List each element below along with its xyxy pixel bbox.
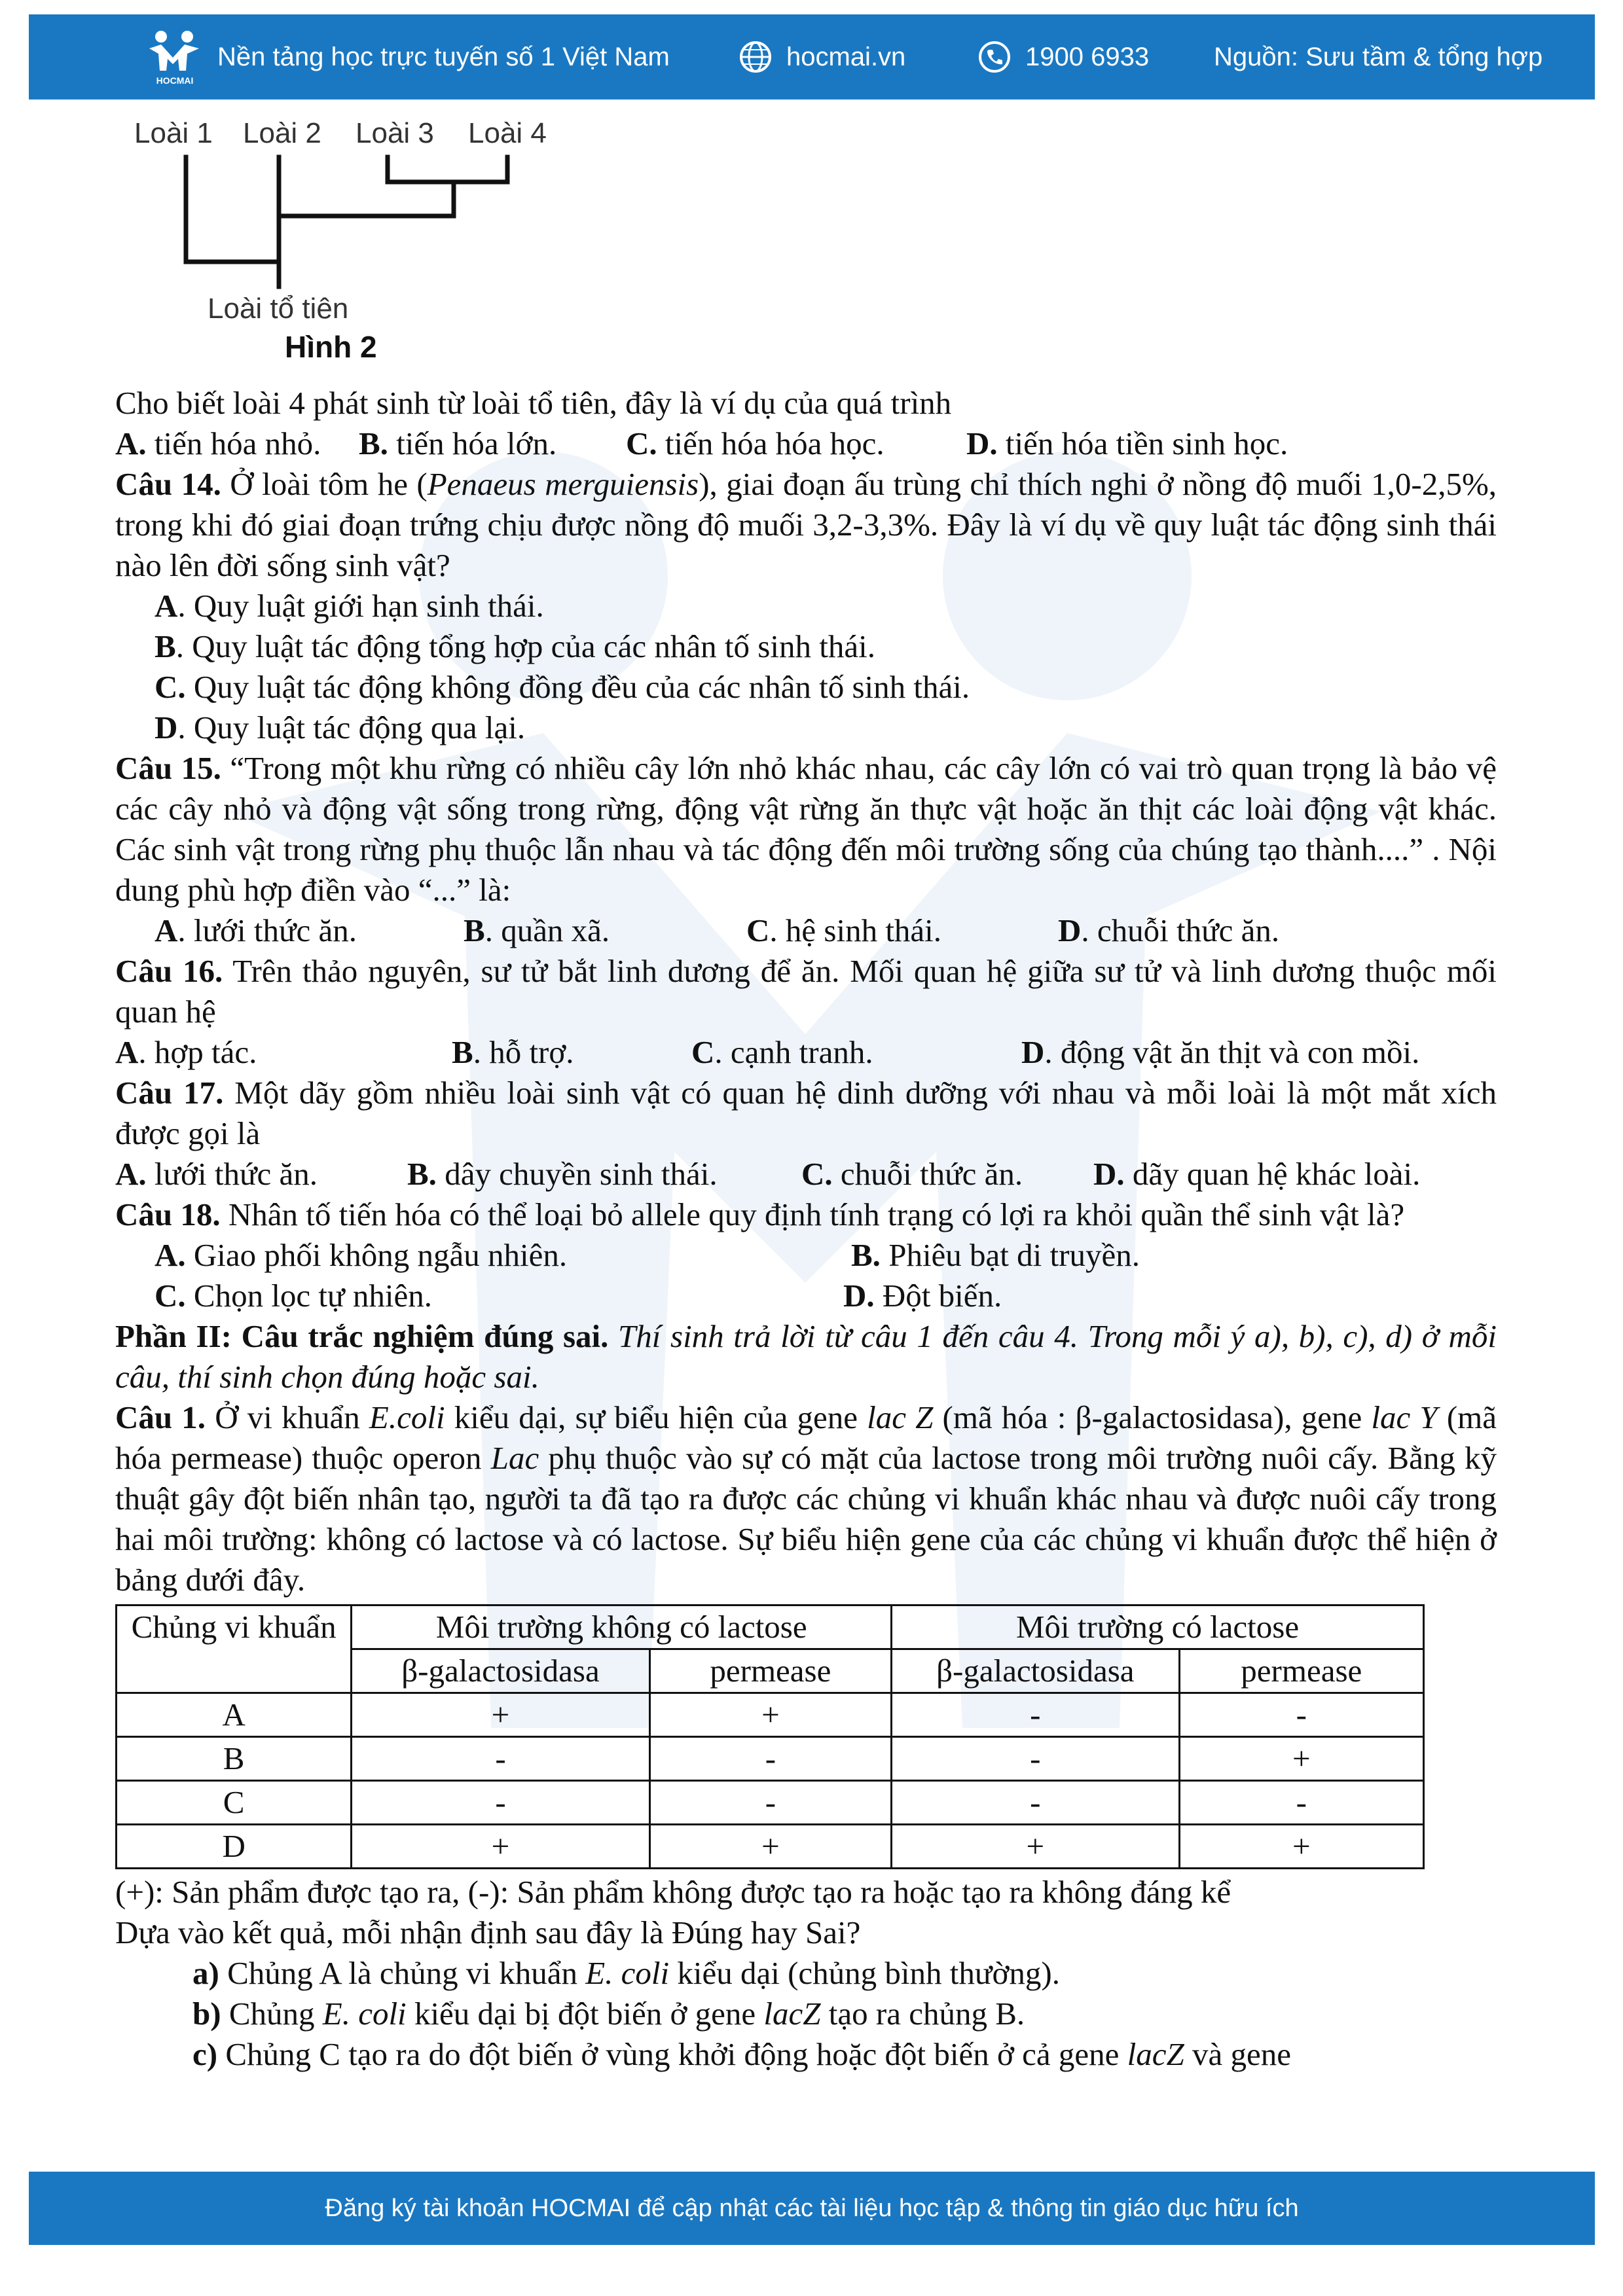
strain-cell: D	[117, 1825, 352, 1869]
tree-label-ancestor: Loài tổ tiên	[208, 293, 349, 325]
value-cell: +	[1179, 1737, 1423, 1781]
gene-expression-table	[115, 1604, 1425, 1869]
q17-option-a[interactable]: A. lưới thức ăn.	[115, 1156, 318, 1192]
value-cell: +	[649, 1825, 891, 1869]
q16-option-a[interactable]: A. hợp tác.	[115, 1034, 257, 1070]
tree-label-species-4: Loài 4	[468, 117, 547, 149]
q18-options-row-2	[115, 1276, 1497, 1316]
p2q1-stem: Câu 1. Ở vi khuẩn E.coli kiểu dại, sự biểu hiện của gene lac Z (mã hóa : β-galactosidasa), gene lac Y (mã hóa permease) thuộc operon Lac phụ thuộc vào sự có mặt của lactose trong môi trường nuôi cấy. Bằng kỹ thuật gây đột biến nhân tạo, người ta đã tạo ra được các chủng vi khuẩn khác nhau và được nuôi cấy trong hai môi trường: không có lactose và có lactose. Sự biểu hiện gene của các chủng vi khuẩn được thể hiện ở bảng dưới đây.	[115, 1399, 1497, 1598]
phone-icon	[978, 41, 1011, 73]
q15-option-d[interactable]: D. chuỗi thức ăn.	[1058, 912, 1280, 948]
p2q1-statement-c[interactable]: c) Chủng C tạo ra do đột biến ở vùng khởi động hoặc đột biến ở cả gene lacZ và gene	[192, 2036, 1292, 2072]
q17-options	[115, 1154, 1497, 1194]
value-cell: +	[892, 1825, 1179, 1869]
q16-stem: Câu 16. Trên thảo nguyên, sư tử bắt linh dương để ăn. Mối quan hệ giữa sư tử và linh dương thuộc mối quan hệ	[115, 953, 1497, 1030]
q13-option-c[interactable]: C. tiến hóa hóa học.	[626, 425, 884, 461]
strain-cell: A	[117, 1693, 352, 1737]
table-row	[117, 1737, 1424, 1781]
header-website[interactable]: hocmai.vn	[786, 42, 906, 71]
part2-heading	[115, 1316, 1497, 1397]
strain-cell: B	[117, 1737, 352, 1781]
q18-option-a[interactable]: A. Giao phối không ngẫu nhiên.	[155, 1237, 568, 1273]
value-cell: -	[1179, 1693, 1423, 1737]
footer-text[interactable]: Đăng ký tài khoản HOCMAI để cập nhật các tài liệu học tập & thông tin giáo dục hữu ích	[325, 2194, 1299, 2222]
q15-option-b[interactable]: B. quần xã.	[464, 912, 610, 948]
phone-group[interactable]	[978, 14, 1149, 99]
q17-label: Câu 17.	[115, 1075, 224, 1111]
table-header-row-1	[117, 1605, 1424, 1649]
p2q1-label: Câu 1.	[115, 1399, 206, 1435]
q14-option-a[interactable]: A. Quy luật giới hạn sinh thái.	[155, 588, 544, 624]
p2q1-statement-a[interactable]: a) Chủng A là chủng vi khuẩn E. coli kiểu dại (chủng bình thường).	[192, 1955, 1060, 1991]
p2q1-statement-b[interactable]: b) Chủng E. coli kiểu dại bị đột biến ở gene lacZ tạo ra chủng B.	[192, 1996, 1025, 2032]
header-source: Nguồn: Sưu tầm & tổng hợp	[1214, 42, 1543, 71]
tree-label-species-3: Loài 3	[356, 117, 434, 149]
hocmai-logo-icon	[147, 27, 203, 86]
value-cell: -	[352, 1781, 649, 1825]
p2q1-prompt: Dựa vào kết quả, mỗi nhận định sau đây là Đúng hay Sai?	[115, 1914, 861, 1950]
q15-options	[115, 910, 1497, 951]
q14-species: Penaeus merguiensis	[427, 466, 699, 502]
value-cell: -	[892, 1737, 1179, 1781]
value-cell: -	[649, 1737, 891, 1781]
value-cell: +	[352, 1825, 649, 1869]
q17-option-b[interactable]: B. dây chuyền sinh thái.	[407, 1156, 718, 1192]
q18-options-row-1	[115, 1235, 1497, 1276]
q15-stem: Câu 15. “Trong một khu rừng có nhiều cây lớn nhỏ khác nhau, các cây lớn có vai trò quan trọng là bảo vệ các cây nhỏ và động vật sống trong rừng, động vật rừng ăn thực vật hoặc ăn thịt các loài động vật khác. Các sinh vật trong rừng phụ thuộc lẫn nhau và tác động đến môi trường sống của chúng tạo thành....” . Nội dung phù hợp điền vào “...” là:	[115, 750, 1497, 908]
q15-option-c[interactable]: C. hệ sinh thái.	[746, 912, 942, 948]
q13-option-a[interactable]: A. tiến hóa nhỏ.	[115, 425, 321, 461]
q18-label: Câu 18.	[115, 1196, 221, 1232]
q14-option-c[interactable]: C. Quy luật tác động không đồng đều của các nhân tố sinh thái.	[155, 669, 970, 705]
q18-option-d[interactable]: D. Đột biến.	[843, 1278, 1002, 1314]
header-bar	[29, 14, 1595, 99]
subheader-bgal-with: β-galactosidasa	[892, 1649, 1179, 1693]
globe-icon	[739, 41, 772, 73]
table-row	[117, 1825, 1424, 1869]
tree-label-species-1: Loài 1	[134, 117, 213, 149]
q14-label: Câu 14.	[115, 466, 221, 502]
document-content	[115, 383, 1497, 2075]
q14-stem: Câu 14. Ở loài tôm he (Penaeus merguiensis), giai đoạn ấu trùng chỉ thích nghi ở nồng độ muối 1,0-2,5%, trong khi đó giai đoạn trứng chịu được nồng độ muối 3,2-3,3%. Đây là ví dụ về quy luật tác động sinh thái nào lên đời sống sinh vật?	[115, 466, 1497, 583]
q14-option-d[interactable]: D. Quy luật tác động qua lại.	[155, 709, 526, 745]
q16-option-d[interactable]: D. động vật ăn thịt và con mồi.	[1021, 1034, 1420, 1070]
q13-option-b[interactable]: B. tiến hóa lớn.	[359, 425, 557, 461]
value-cell: -	[1179, 1781, 1423, 1825]
part2-instructions: Thí sinh trả lời từ câu 1 đến câu 4. Trong mỗi ý a), b), c), d) ở mỗi câu, thí sinh chọn đúng hoặc sai.	[115, 1318, 1497, 1395]
figure-caption: Hình 2	[285, 330, 377, 364]
value-cell: -	[892, 1781, 1179, 1825]
source-group	[1214, 14, 1542, 99]
q17-stem: Câu 17. Một dãy gồm nhiều loài sinh vật có quan hệ dinh dưỡng với nhau và mỗi loài là một mắt xích được gọi là	[115, 1075, 1497, 1151]
q17-option-c[interactable]: C. chuỗi thức ăn.	[801, 1156, 1023, 1192]
q15-label: Câu 15.	[115, 750, 221, 786]
value-cell: +	[352, 1693, 649, 1737]
table-legend: (+): Sản phẩm được tạo ra, (-): Sản phẩm không được tạo ra hoặc tạo ra không đáng kể	[115, 1874, 1231, 1910]
footer-bar[interactable]	[29, 2172, 1595, 2245]
q16-options	[115, 1032, 1497, 1073]
brand-group	[147, 14, 670, 99]
subheader-bgal-without: β-galactosidasa	[352, 1649, 649, 1693]
q18-option-b[interactable]: B. Phiêu bạt di truyền.	[851, 1237, 1140, 1273]
table-row	[117, 1781, 1424, 1825]
q15-option-a[interactable]: A. lưới thức ăn.	[155, 912, 357, 948]
value-cell: -	[352, 1737, 649, 1781]
value-cell: -	[892, 1693, 1179, 1737]
part2-title: Phần II: Câu trắc nghiệm đúng sai.	[115, 1318, 609, 1354]
env-without-lactose-header: Môi trường không có lactose	[352, 1605, 892, 1649]
header-tagline: Nền tảng học trực tuyến số 1 Việt Nam	[217, 42, 670, 71]
q13-stem: Cho biết loài 4 phát sinh từ loài tổ tiên, đây là ví dụ của quá trình	[115, 385, 952, 421]
q14-option-b[interactable]: B. Quy luật tác động tổng hợp của các nhân tố sinh thái.	[155, 628, 875, 664]
q13-options	[115, 423, 1497, 464]
value-cell: +	[649, 1693, 891, 1737]
value-cell: +	[1179, 1825, 1423, 1869]
value-cell: -	[649, 1781, 891, 1825]
tree-label-species-2: Loài 2	[243, 117, 321, 149]
q17-option-d[interactable]: D. dãy quan hệ khác loài.	[1093, 1156, 1421, 1192]
q16-label: Câu 16.	[115, 953, 223, 989]
tree-branches	[186, 157, 507, 287]
phylogenetic-tree-figure	[121, 111, 593, 373]
env-with-lactose-header: Môi trường có lactose	[892, 1605, 1424, 1649]
q18-stem: Câu 18. Nhân tố tiến hóa có thể loại bỏ allele quy định tính trạng có lợi ra khỏi quần thể sinh vật là?	[115, 1196, 1405, 1232]
svg-text:HOCMAI: HOCMAI	[156, 75, 194, 86]
q16-option-c[interactable]: C. cạnh tranh.	[691, 1034, 873, 1070]
strain-header: Chủng vi khuẩn	[117, 1605, 352, 1693]
q16-option-b[interactable]: B. hỗ trợ.	[452, 1034, 574, 1070]
table-row	[117, 1693, 1424, 1737]
q18-option-c[interactable]: C. Chọn lọc tự nhiên.	[155, 1278, 432, 1314]
q13-option-d[interactable]: D. tiến hóa tiền sinh học.	[966, 425, 1288, 461]
header-phone[interactable]: 1900 6933	[1025, 42, 1150, 71]
subheader-permease-with: permease	[1179, 1649, 1423, 1693]
strain-cell: C	[117, 1781, 352, 1825]
website-group[interactable]	[739, 14, 905, 99]
subheader-permease-without: permease	[649, 1649, 891, 1693]
